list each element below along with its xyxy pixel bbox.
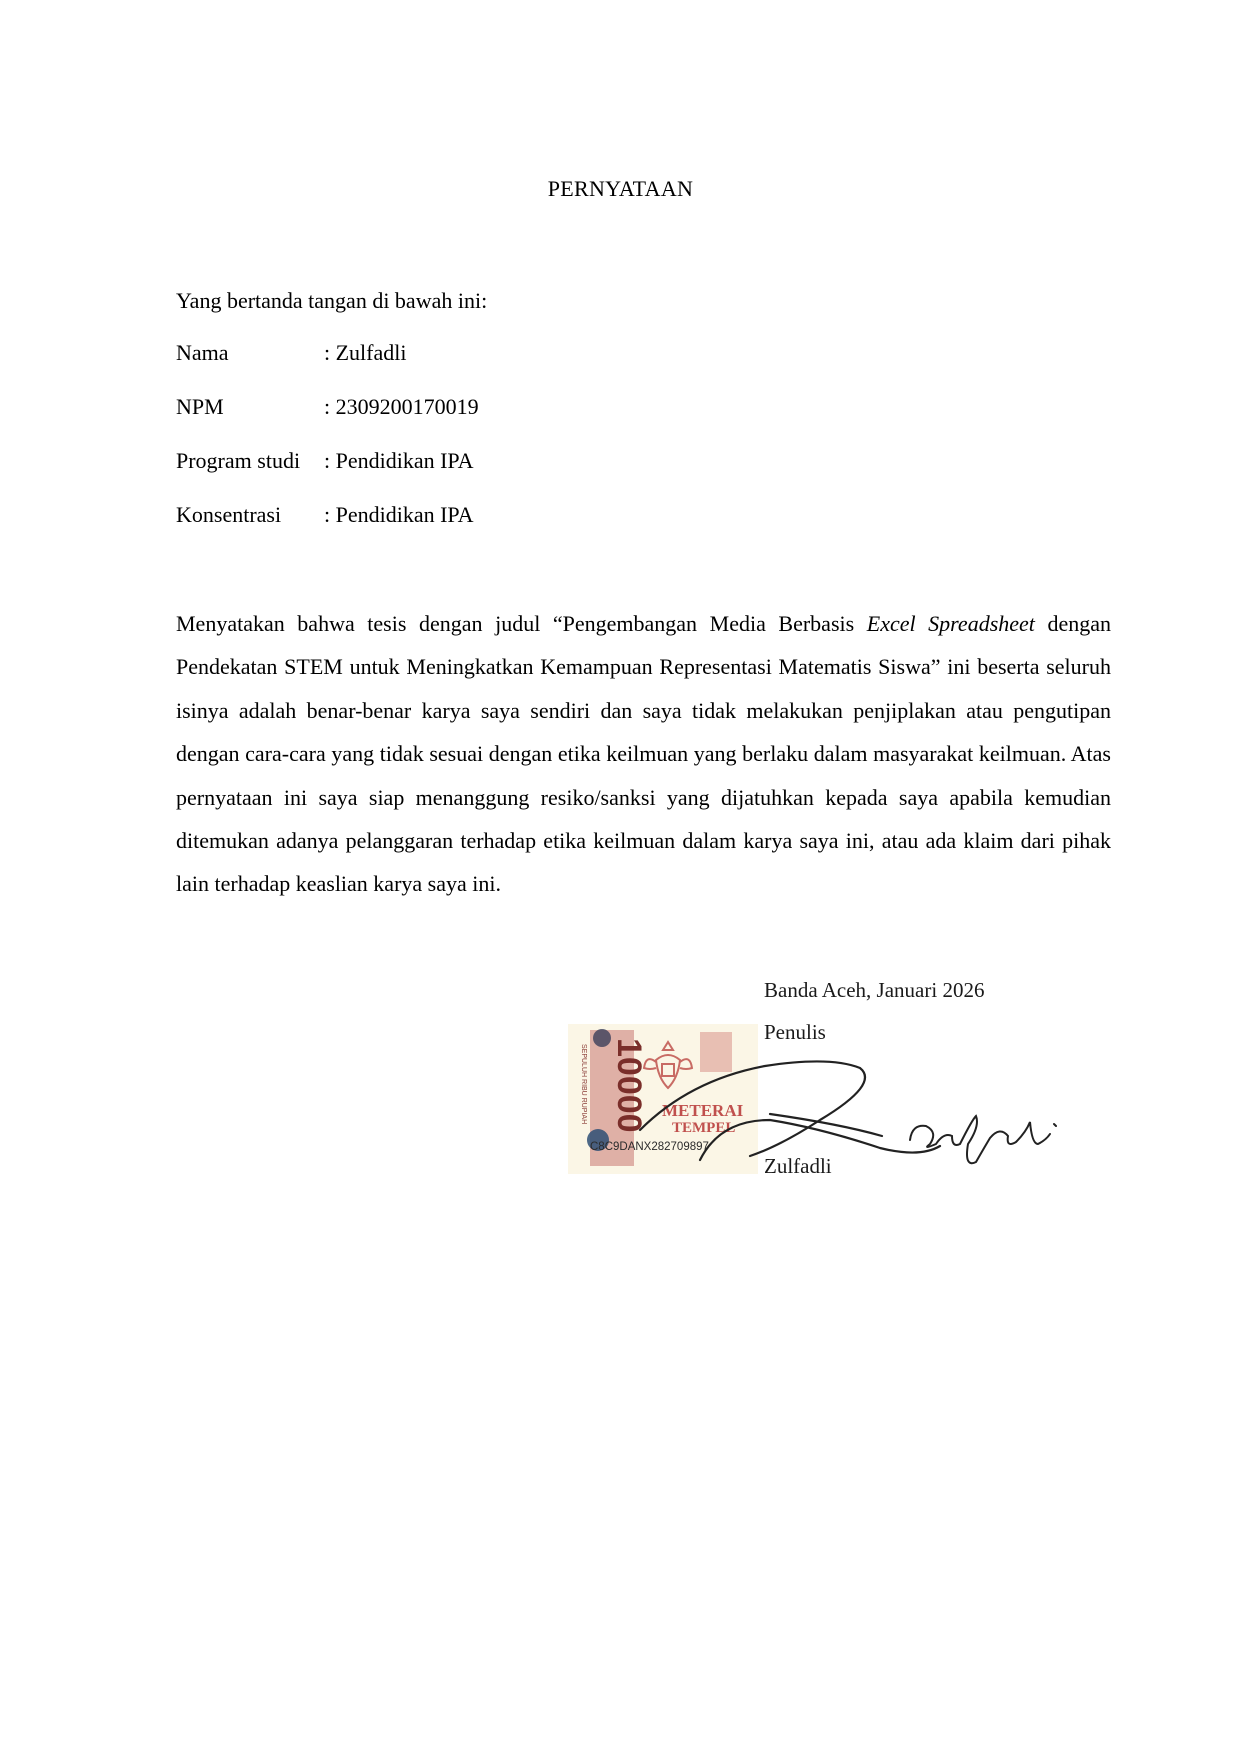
- statement-paragraph: [176, 602, 1111, 906]
- field-label: Program studi: [176, 448, 301, 473]
- stamp-side-text: SEPULUH RIBU RUPIAH: [580, 1044, 587, 1125]
- signature-stroke-main: [640, 1061, 940, 1160]
- field-value: : Pendidikan IPA: [324, 502, 474, 527]
- stamp-serial-number: C8C9DANX282709897: [590, 1141, 709, 1153]
- statement-text-part2: dengan Pendekatan STEM untuk Meningkatkan Kemampuan Representasi Matematis Siswa” ini beserta seluruh isinya adalah benar-benar karya saya sendiri dan saya tidak melakukan penjiplakan atau pengutipan dengan cara-cara yang tidak sesuai dengan etika keilmuan yang berlaku dalam masyarakat keilmuan. Atas pernyataan ini saya siap menanggung resiko/sanksi yang dijatuhkan kepada saya apabila kemudian ditemukan adanya pelanggaran terhadap etika keilmuan dalam karya saya ini, atau ada klaim dari pihak lain terhadap keaslian karya saya ini.: [176, 611, 1112, 897]
- field-row-konsentrasi: [176, 502, 479, 556]
- signature-role: Penulis: [764, 1020, 826, 1044]
- field-row-npm: [176, 394, 479, 448]
- document-title: PERNYATAAN: [547, 176, 694, 201]
- intro-text: Yang bertanda tangan di bawah ini:: [176, 288, 488, 313]
- field-value: : Pendidikan IPA: [324, 448, 474, 473]
- field-label: Nama: [176, 340, 229, 365]
- stamp-value: 10000: [610, 1038, 648, 1133]
- field-row-nama: [176, 340, 479, 394]
- signature-stroke-name: [910, 1116, 1056, 1163]
- field-label: Konsentrasi: [176, 502, 282, 527]
- statement-italic-term: Excel Spreadsheet: [866, 611, 1035, 636]
- statement-text-part1: Menyatakan bahwa tesis dengan judul “Pengembangan Media Berbasis: [176, 611, 867, 636]
- field-row-program-studi: [176, 448, 479, 502]
- signature-name: Zulfadli: [764, 1154, 832, 1178]
- signature-place-date: Banda Aceh, Januari 2026: [764, 978, 985, 1002]
- identity-fields: [176, 340, 479, 556]
- field-value: : Zulfadli: [324, 340, 407, 365]
- stamp-label-meterai: METERAI: [662, 1101, 744, 1120]
- handwritten-signature: [580, 1040, 1100, 1170]
- field-value: : 2309200170019: [324, 394, 479, 419]
- stamp-label-tempel: TEMPEL: [672, 1120, 736, 1136]
- field-label: NPM: [176, 394, 224, 419]
